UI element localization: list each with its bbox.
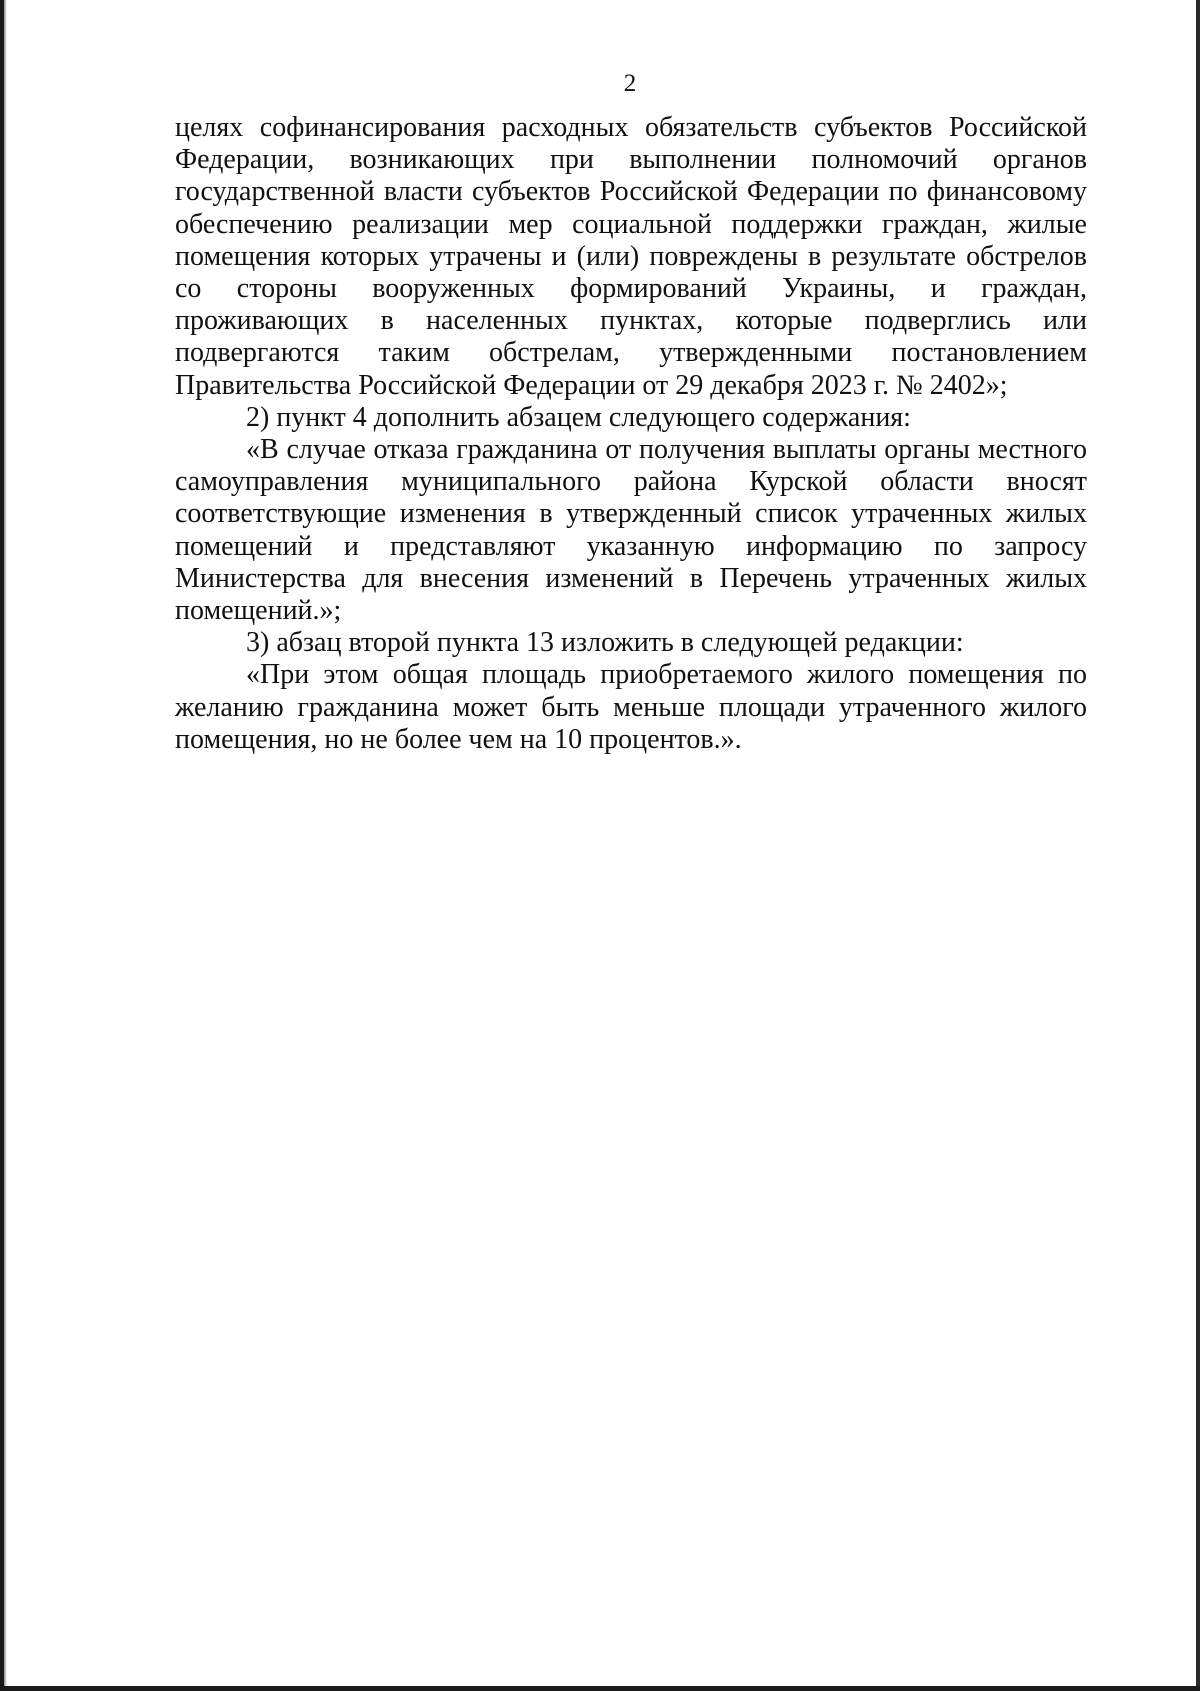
scan-edge-shadow xyxy=(4,0,7,1691)
paragraph-quote-area: «При этом общая площадь приобретаемого жилого помещения по желанию гражданина может быть меньше площади утраченного жилого помещения, но не более чем на 10 процентов.». xyxy=(175,659,1087,755)
paragraph-continuation: целях софинансирования расходных обязательств субъектов Российской Федерации, возникающих при выполнении полномочий органов государственной власти субъектов Российской Федерации по финансовому обеспечению реализации мер социальной поддержки граждан, жилые помещения которых утрачены и (или) повреждены в результате обстрелов со стороны вооруженных формирований Украины, и граждан, проживающих в населенных пунктах, которые подверглись или подвергаются таким обстрелам, утвержденными постановлением Правительства Российской Федерации от 29 декабря 2023 г. № 2402»; xyxy=(175,112,1087,401)
document-body xyxy=(175,112,1087,756)
paragraph-quote-refusal: «В случае отказа гражданина от получения выплаты органы местного самоуправления муниципального района Курской области вносят соответствующие изменения в утвержденный список утраченных жилых помещений и представляют указанную информацию по запросу Министерства для внесения изменений в Перечень утраченных жилых помещений.»; xyxy=(175,434,1087,627)
page-number: 2 xyxy=(623,70,637,97)
paragraph-item-2: 2) пункт 4 дополнить абзацем следующего содержания: xyxy=(246,401,911,433)
scan-edge-bottom xyxy=(0,1686,1200,1691)
paragraph-item-3: 3) абзац второй пункта 13 изложить в следующей редакции: xyxy=(246,627,964,659)
scan-edge-right xyxy=(1196,0,1200,1691)
